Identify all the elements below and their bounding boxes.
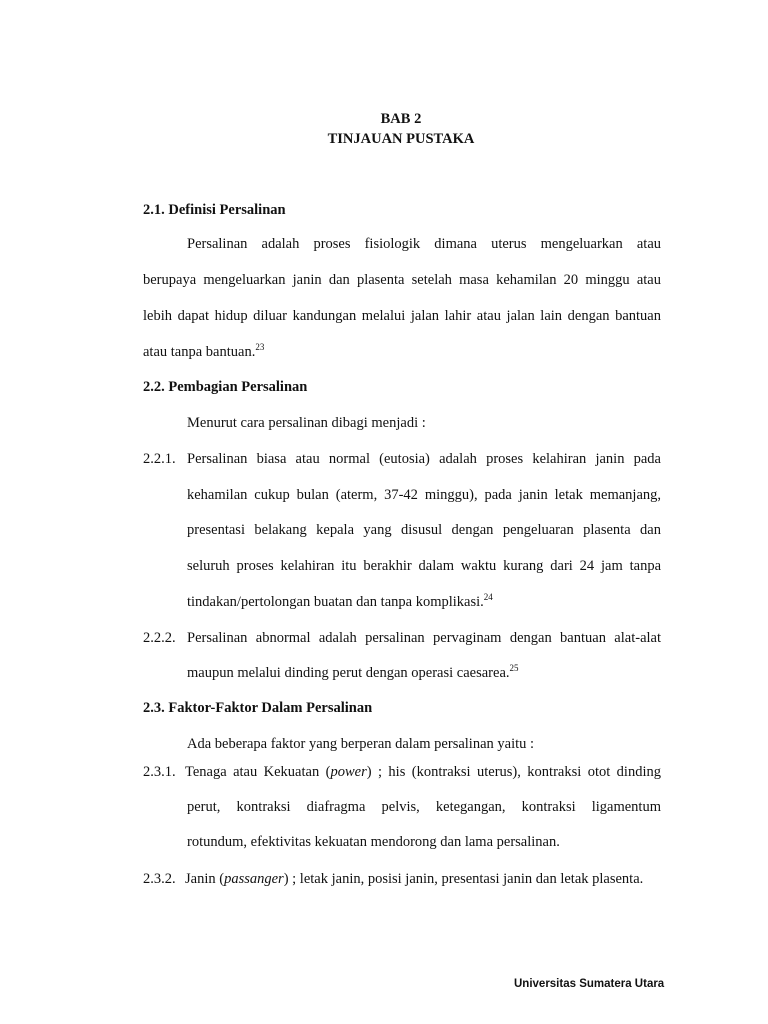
list-item-line: kehamilan cukup bulan (aterm, 37-42 minggu), pada janin letak memanjang, (187, 487, 661, 503)
list-item-line-last (187, 593, 661, 611)
list-text-part: Tenaga atau Kekuatan ( (185, 764, 331, 780)
list-item-line-last (187, 664, 661, 682)
paragraph-line: berupaya mengeluarkan janin dan plasenta setelah masa kehamilan 20 minggu atau (143, 272, 661, 288)
footnote-ref: 25 (509, 663, 519, 673)
list-item-line: perut, kontraksi diafragma pelvis, ketegangan, kontraksi ligamentum (187, 799, 661, 815)
footer-institution: Universitas Sumatera Utara (514, 978, 665, 990)
list-text-part: Janin ( (185, 871, 225, 887)
list-number: 2.2.2. (143, 630, 176, 646)
paragraph-line-last (143, 343, 661, 361)
chapter-number: BAB 2 (380, 111, 422, 127)
list-item-2-2-2 (143, 629, 661, 647)
footnote-ref: 24 (483, 592, 493, 602)
list-text-italic: passanger (224, 871, 284, 887)
list-item-2-3-1 (143, 763, 661, 781)
section-intro: Ada beberapa faktor yang berperan dalam persalinan yaitu : (187, 736, 535, 752)
list-text: Persalinan abnormal adalah persalinan pervaginam dengan bantuan alat-alat (187, 630, 661, 646)
list-number: 2.3.2. (143, 871, 176, 887)
list-text-part: ) ; his (kontraksi uterus), kontraksi otot dinding (366, 764, 661, 780)
paragraph-text: atau tanpa bantuan. (143, 344, 256, 360)
section-heading-2-3: 2.3. Faktor-Faktor Dalam Persalinan (143, 700, 373, 716)
list-number: 2.2.1. (143, 451, 176, 467)
list-text (185, 763, 661, 781)
section-heading-2-1: 2.1. Definisi Persalinan (143, 202, 286, 218)
list-text: maupun melalui dinding perut dengan operasi caesarea. (187, 665, 510, 681)
list-text: tindakan/pertolongan buatan dan tanpa komplikasi. (187, 594, 484, 610)
section-intro: Menurut cara persalinan dibagi menjadi : (187, 415, 426, 431)
list-item-line-last: rotundum, efektivitas kekuatan mendorong dan lama persalinan. (187, 834, 560, 850)
list-item-line: presentasi belakang kepala yang disusul dengan pengeluaran plasenta dan (187, 522, 661, 538)
list-number: 2.3.1. (143, 764, 176, 780)
chapter-title: TINJAUAN PUSTAKA (327, 131, 475, 147)
section-heading-2-2: 2.2. Pembagian Persalinan (143, 379, 308, 395)
list-text: Persalinan biasa atau normal (eutosia) adalah proses kelahiran janin pada (187, 451, 661, 467)
list-item-2-2-1 (143, 450, 661, 468)
list-item-line: seluruh proses kelahiran itu berakhir dalam waktu kurang dari 24 jam tanpa (187, 558, 661, 574)
paragraph-line: Persalinan adalah proses fisiologik dimana uterus mengeluarkan atau (187, 236, 661, 252)
list-item-2-3-2 (143, 870, 661, 888)
list-text-part: ) ; letak janin, posisi janin, presentasi janin dan letak plasenta. (283, 871, 644, 887)
footnote-ref: 23 (255, 342, 265, 352)
list-text-italic: power (330, 764, 367, 780)
paragraph-line: lebih dapat hidup diluar kandungan melalui jalan lahir atau jalan lain dengan bantuan (143, 308, 661, 324)
